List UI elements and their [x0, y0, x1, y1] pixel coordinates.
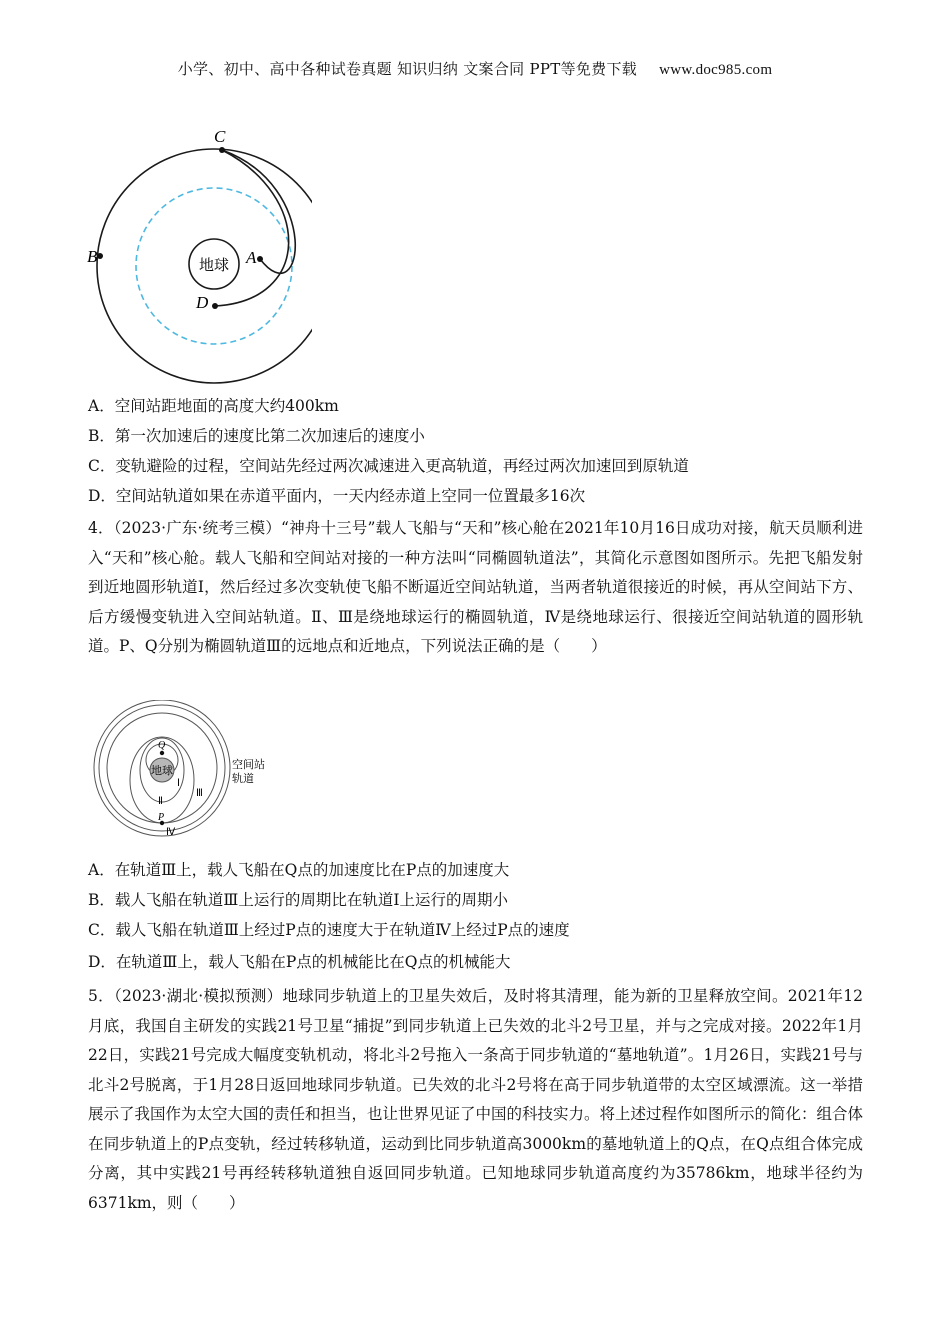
- label-orbit-i: Ⅰ: [177, 778, 180, 789]
- orbit-diagram-1: [82, 126, 312, 390]
- question-5-text: 5．（2023·湖北·模拟预测）地球同步轨道上的卫星失效后，及时将其清理，能为新的卫星释放空间。2021年12月底，我国自主研发的实践21号卫星“捕捉”到同步轨道上已失效的北斗2号卫星，并与之完成对接。2022年1月22日，实践21号完成大幅度变轨机动，将北斗2号拖入一条高于同步轨道的“墓地轨道”。1月26日，实践21号与北斗2号脱离，于1月28日返回地球同步轨道。已失效的北斗2号将在高于同步轨道带的太空区域漂流。这一举措展示了我国作为太空大国的责任和担当，也让世界见证了中国的科技实力。将上述过程作如图所示的简化：组合体在同步轨道上的P点变轨，经过转移轨道，运动到比同步轨道高3000km的墓地轨道上的Q点，在Q点组合体完成分离，其中实践21号再经转移轨道独自返回同步轨道。已知地球同步轨道高度约为35786km，地球半径约为6371km，则（ ）: [88, 987, 864, 1212]
- label-orbit-iv: Ⅳ: [166, 827, 176, 838]
- earth-label-2: 地球: [151, 764, 173, 777]
- label-b: B: [87, 247, 98, 266]
- earth-label: 地球: [198, 256, 230, 274]
- q4-option-a: A．在轨道Ⅲ上，载人飞船在Q点的加速度比在P点的加速度大: [88, 861, 510, 879]
- point-b: [97, 253, 103, 259]
- orbit-diagram-2-svg: [92, 700, 292, 840]
- point-q: [160, 751, 164, 755]
- station-label-1: 空间站: [232, 758, 265, 771]
- orbit-diagram-1-svg: [82, 126, 312, 386]
- label-orbit-ii: Ⅱ: [158, 796, 163, 807]
- header-text: 小学、初中、高中各种试卷真题 知识归纳 文案合同 PPT等免费下载: [177, 60, 638, 78]
- label-p: P: [158, 812, 165, 823]
- q3-option-b: B．第一次加速后的速度比第二次加速后的速度小: [88, 427, 425, 445]
- point-d: [212, 303, 218, 309]
- point-c: [219, 147, 225, 153]
- question-4-text: 4．（2023·广东·统考三模）“神舟十三号”载人飞船与“天和”核心舱在2021年10月16日成功对接，航天员顺利进入“天和”核心舱。载人飞船和空间站对接的一种方法叫“同椭圆轨道法”，其简化示意图如图所示。先把飞船发射到近地圆形轨道Ⅰ，然后经过多次变轨使飞船不断逼近空间站轨道，当两者轨道很接近的时候，再从空间站下方、后方缓慢变轨进入空间站轨道。Ⅱ、Ⅲ是绕地球运行的椭圆轨道，Ⅳ是绕地球运行、很接近空间站轨道的圆形轨道。P、Q分别为椭圆轨道Ⅲ的远地点和近地点，下列说法正确的是（ ）: [88, 519, 863, 655]
- orbit-diagram-2: [92, 700, 292, 844]
- label-a: A: [246, 248, 257, 267]
- q4-option-c: C．载人飞船在轨道Ⅲ上经过P点的速度大于在轨道Ⅳ上经过P点的速度: [88, 921, 570, 939]
- q4-option-b: B．载人飞船在轨道Ⅲ上运行的周期比在轨道Ⅰ上运行的周期小: [88, 891, 508, 909]
- header-site[interactable]: www.doc985.com: [659, 62, 773, 78]
- q3-option-c: C．变轨避险的过程，空间站先经过两次减速进入更高轨道，再经过两次加速回到原轨道: [88, 457, 689, 475]
- q3-option-a: A．空间站距地面的高度大约400km: [88, 397, 339, 415]
- label-q: Q: [158, 740, 166, 751]
- label-c: C: [214, 127, 226, 146]
- station-label-2: 轨道: [232, 772, 254, 785]
- label-d: D: [196, 293, 209, 312]
- q3-option-d: D．空间站轨道如果在赤道平面内，一天内经赤道上空同一位置最多16次: [88, 487, 586, 505]
- point-a: [257, 256, 263, 262]
- page-header: [0, 58, 950, 79]
- label-orbit-iii: Ⅲ: [196, 788, 203, 799]
- q4-option-d: D．在轨道Ⅲ上，载人飞船在P点的机械能比在Q点的机械能大: [88, 953, 511, 971]
